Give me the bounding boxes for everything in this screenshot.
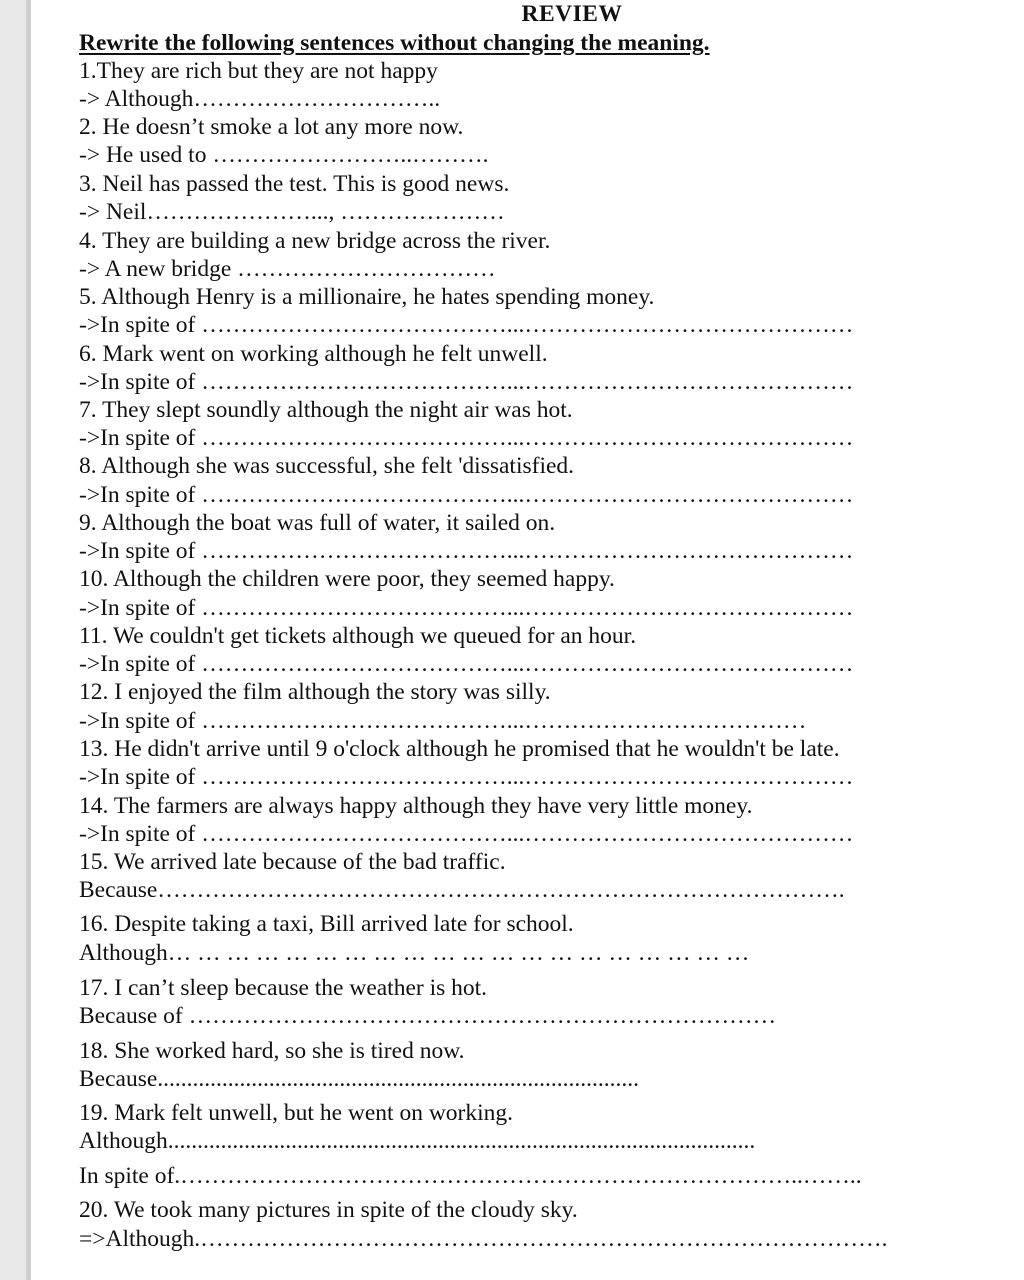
line-26: ->In spite of …………………………………...…………………………………… xyxy=(79,764,854,790)
line-11: 6. Mark went on working although he felt unwell. xyxy=(79,341,548,367)
line-33: 17. I can’t sleep because the weather is hot. xyxy=(79,975,488,1001)
line-28: ->In spite of …………………………………...…………………………………… xyxy=(79,821,854,847)
line-13: 7. They slept soundly although the night air was hot. xyxy=(79,397,573,423)
line-39: In spite of.……………………………………………………………………..…….. xyxy=(79,1163,862,1189)
line-2: -> Although………………………….. xyxy=(79,86,441,112)
line-1: 1.They are rich but they are not happy xyxy=(79,58,438,84)
instruction: Rewrite the following sentences without changing the meaning. xyxy=(79,30,710,56)
line-18: ->In spite of …………………………………...…………………………………… xyxy=(79,538,854,564)
line-21: 11. We couldn't get tickets although we queued for an hour. xyxy=(79,623,637,649)
line-24: ->In spite of …………………………………...……………………………… xyxy=(79,708,807,734)
worksheet-title: REVIEW xyxy=(521,1,623,27)
line-22: ->In spite of …………………………………...…………………………………… xyxy=(79,651,854,677)
line-7: 4. They are building a new bridge across the river. xyxy=(79,228,551,254)
line-38: Although.................................................................................................... xyxy=(79,1128,756,1154)
line-41: =>Although.……………………………………………………………………………. xyxy=(79,1226,888,1252)
line-19: 10. Although the children were poor, they seemed happy. xyxy=(79,566,615,592)
line-27: 14. The farmers are always happy although they have very little money. xyxy=(79,793,753,819)
line-20: ->In spite of …………………………………...…………………………………… xyxy=(79,595,854,621)
line-9: 5. Although Henry is a millionaire, he hates spending money. xyxy=(79,284,655,310)
line-29: 15. We arrived late because of the bad traffic. xyxy=(79,849,506,875)
line-35: 18. She worked hard, so she is tired now. xyxy=(79,1038,465,1064)
line-4: -> He used to ……………………..………. xyxy=(79,142,489,168)
line-17: 9. Although the boat was full of water, it sailed on. xyxy=(79,510,556,536)
line-31: 16. Despite taking a taxi, Bill arrived late for school. xyxy=(79,911,574,937)
line-34: Because of ………………………………………………………………… xyxy=(79,1003,777,1029)
line-6: -> Neil…………………..., ………………… xyxy=(79,199,505,225)
line-15: 8. Although she was successful, she felt 'dissatisfied. xyxy=(79,453,575,479)
line-12: ->In spite of …………………………………...…………………………………… xyxy=(79,369,854,395)
line-8: -> A new bridge …………………………… xyxy=(79,256,496,282)
line-5: 3. Neil has passed the test. This is good news. xyxy=(79,171,510,197)
line-32: Although… … … … … … … … … … … … … … … … … … … … xyxy=(79,940,750,966)
line-3: 2. He doesn’t smoke a lot any more now. xyxy=(79,114,464,140)
line-25: 13. He didn't arrive until 9 o'clock although he promised that he wouldn't be late. xyxy=(79,736,840,762)
worksheet-page xyxy=(26,0,1024,1280)
line-23: 12. I enjoyed the film although the story was silly. xyxy=(79,679,551,705)
line-37: 19. Mark felt unwell, but he went on working. xyxy=(79,1100,514,1126)
line-14: ->In spite of …………………………………...…………………………………… xyxy=(79,425,854,451)
line-10: ->In spite of …………………………………...…………………………………… xyxy=(79,312,854,338)
line-36: Because.................................................................................. xyxy=(79,1066,640,1092)
line-16: ->In spite of …………………………………...…………………………………… xyxy=(79,482,854,508)
line-30: Because……………………………………………………………………………. xyxy=(79,877,845,903)
line-40: 20. We took many pictures in spite of the cloudy sky. xyxy=(79,1197,578,1223)
